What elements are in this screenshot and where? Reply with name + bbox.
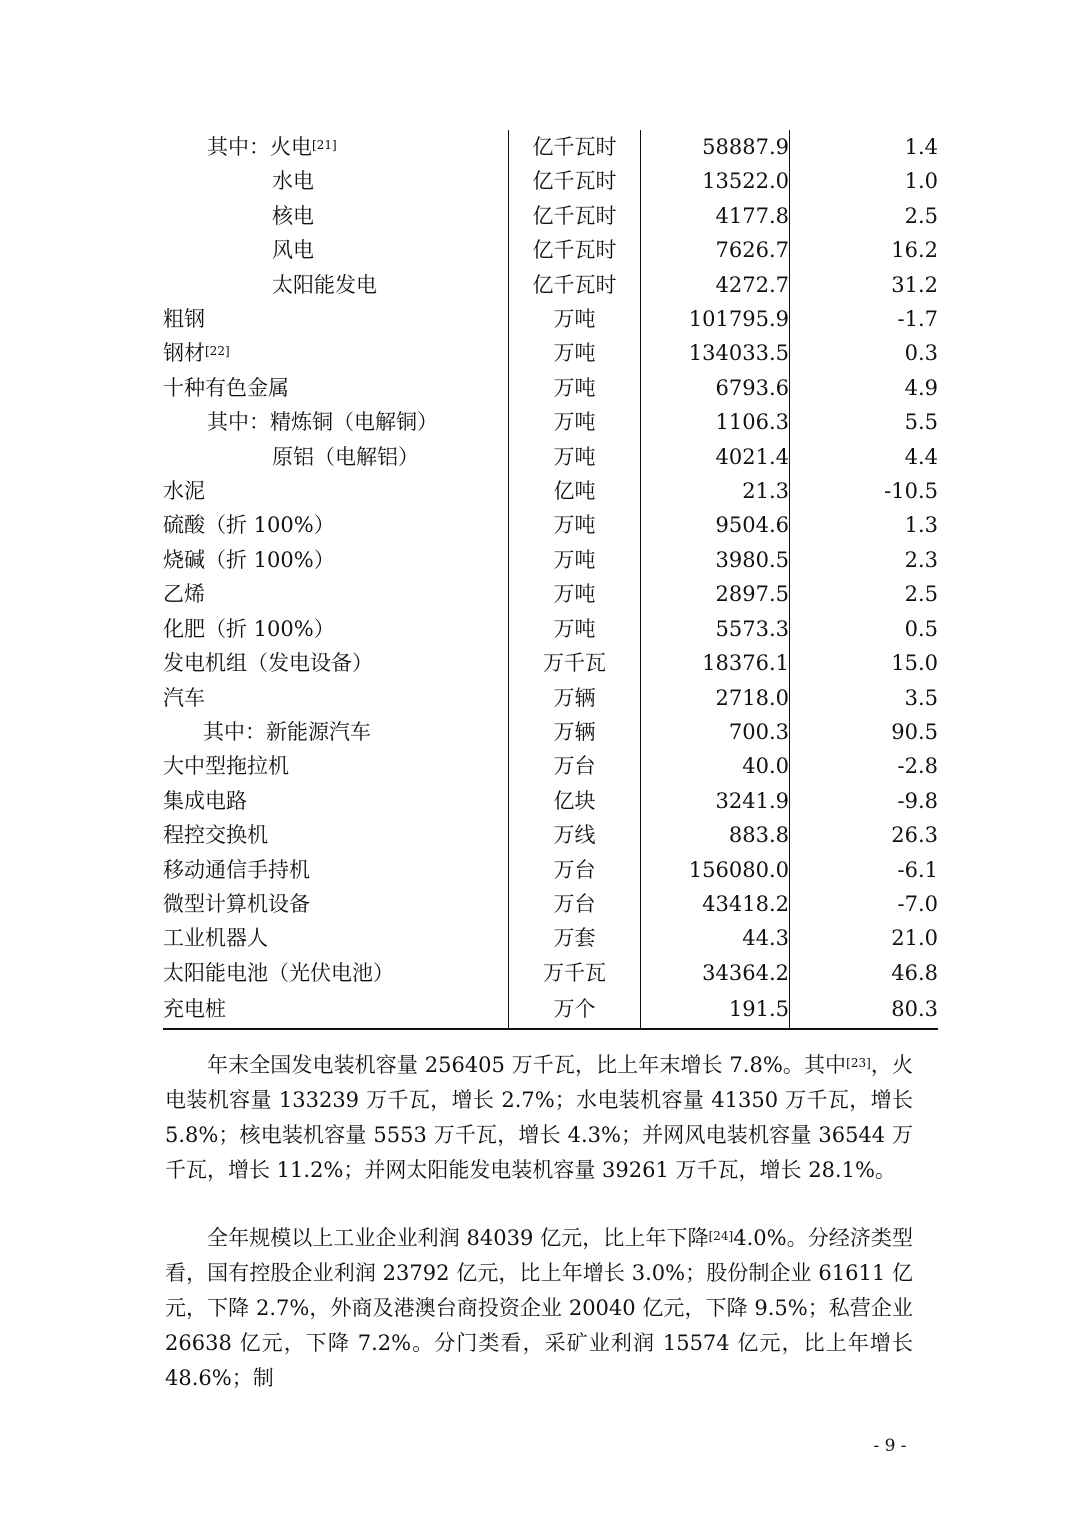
unit-cell: 万吨 [509, 543, 641, 577]
growth-cell: 2.3 [904, 547, 938, 572]
growth-cell: -6.1 [897, 857, 938, 882]
table-row [163, 508, 938, 542]
value-cell: 7626.7 [641, 233, 790, 267]
value-cell: 883.8 [641, 818, 790, 852]
growth-cell: 16.2 [891, 238, 938, 263]
growth-cell: -1.7 [897, 307, 938, 332]
item-name-cell: 风电 [272, 238, 314, 263]
growth-cell: 4.4 [904, 444, 938, 469]
growth-cell: 3.5 [904, 685, 938, 710]
value-cell: 4272.7 [641, 268, 790, 302]
value-cell: 4021.4 [641, 440, 790, 474]
item-name-cell: 大中型拖拉机 [163, 754, 289, 779]
table-row [163, 784, 938, 818]
item-name-cell: 十种有色金属 [163, 375, 289, 400]
item-name-cell: 水泥 [163, 479, 205, 504]
growth-cell: 2.5 [904, 203, 938, 228]
unit-cell: 万台 [509, 853, 641, 887]
value-cell: 44.3 [641, 921, 790, 955]
value-cell: 134033.5 [641, 336, 790, 370]
paragraph-power-capacity [165, 1048, 913, 1188]
value-cell: 21.3 [641, 474, 790, 508]
item-name-cell: 化肥（折 100%） [163, 616, 335, 641]
unit-cell: 万吨 [509, 371, 641, 405]
value-cell: 40.0 [641, 749, 790, 783]
item-name-cell: 其中：精炼铜（电解铜） [207, 410, 438, 435]
value-cell: 4177.8 [641, 199, 790, 233]
item-name-cell: 太阳能电池（光伏电池） [163, 960, 394, 985]
unit-cell: 亿千瓦时 [509, 164, 641, 198]
value-cell: 101795.9 [641, 302, 790, 336]
item-name-cell: 发电机组（发电设备） [163, 651, 373, 676]
unit-cell: 亿千瓦时 [509, 233, 641, 267]
unit-cell: 亿块 [509, 784, 641, 818]
growth-cell: -7.0 [897, 891, 938, 916]
growth-cell: -2.8 [897, 754, 938, 779]
growth-cell: 0.3 [904, 341, 938, 366]
paragraph-text: 4.0%。分经济类型看，国有控股企业利润 23792 亿元，比上年增长 3.0%；股份制企业 61611 亿元，下降 2.7%，外商及港澳台商投资企业 20040 亿元，下降 9.5%；私营企业 26638 亿元，下降 7.2%。分门类看，采矿业利润 15574 亿元，比上年增长 48.6%；制 [165, 1226, 913, 1390]
growth-cell: 2.5 [904, 582, 938, 607]
table-row [163, 199, 938, 233]
value-cell: 1106.3 [641, 405, 790, 439]
unit-cell: 亿吨 [509, 474, 641, 508]
table-row [163, 371, 938, 405]
growth-cell: 90.5 [891, 719, 938, 744]
item-name-cell: 充电桩 [163, 990, 509, 1029]
value-cell: 3241.9 [641, 784, 790, 818]
unit-cell: 亿千瓦时 [509, 130, 641, 164]
item-name-cell: 工业机器人 [163, 926, 268, 951]
value-cell: 700.3 [641, 715, 790, 749]
table-row [163, 956, 938, 990]
value-cell: 34364.2 [641, 956, 790, 990]
item-name-cell: 汽车 [163, 685, 205, 710]
growth-cell: 46.8 [891, 960, 938, 985]
item-name-cell: 移动通信手持机 [163, 857, 310, 882]
item-name-cell: 核电 [272, 203, 314, 228]
growth-cell: 15.0 [891, 651, 938, 676]
table-row [163, 164, 938, 198]
table-row [163, 543, 938, 577]
table-row [163, 749, 938, 783]
table-row [163, 440, 938, 474]
item-name-cell: 原铝（电解铝） [272, 444, 419, 469]
unit-cell: 万线 [509, 818, 641, 852]
table-row [163, 268, 938, 302]
page-number: - 9 - [873, 1436, 907, 1456]
unit-cell: 万吨 [509, 440, 641, 474]
unit-cell: 万套 [509, 921, 641, 955]
unit-cell: 万吨 [509, 336, 641, 370]
growth-cell: -10.5 [884, 479, 938, 504]
growth-cell: 4.9 [904, 375, 938, 400]
table-body [163, 130, 938, 1029]
unit-cell: 万吨 [509, 612, 641, 646]
value-cell: 13522.0 [641, 164, 790, 198]
table-row [163, 612, 938, 646]
value-cell: 191.5 [641, 990, 790, 1029]
unit-cell: 万吨 [509, 508, 641, 542]
footnote-ref[interactable]: [21] [312, 138, 337, 152]
unit-cell: 亿千瓦时 [509, 199, 641, 233]
value-cell: 43418.2 [641, 887, 790, 921]
paragraph-text: ，火电装机容量 133239 万千瓦，增长 2.7%；水电装机容量 41350 万千瓦，增长 5.8%；核电装机容量 5553 万千瓦，增长 4.3%；并网风电装机容量 36544 万千瓦，增长 11.2%；并网太阳能发电装机容量 39261 万千瓦，增长 28.1%。 [165, 1053, 914, 1182]
growth-cell: 5.5 [904, 410, 938, 435]
growth-cell: 1.0 [904, 169, 938, 194]
item-name-cell: 集成电路 [163, 788, 247, 813]
unit-cell: 万台 [509, 887, 641, 921]
growth-cell: 80.3 [790, 990, 939, 1029]
item-name-cell: 烧碱（折 100%） [163, 547, 335, 572]
footnote-ref[interactable]: [24] [708, 1229, 734, 1243]
table-row [163, 233, 938, 267]
growth-cell: -9.8 [897, 788, 938, 813]
statistics-table-section [163, 130, 938, 1030]
value-cell: 3980.5 [641, 543, 790, 577]
footnote-ref[interactable]: [23] [846, 1056, 871, 1070]
unit-cell: 万辆 [509, 715, 641, 749]
item-name-cell: 微型计算机设备 [163, 891, 310, 916]
value-cell: 18376.1 [641, 646, 790, 680]
growth-cell: 26.3 [891, 823, 938, 848]
table-row [163, 405, 938, 439]
value-cell: 2897.5 [641, 577, 790, 611]
value-cell: 9504.6 [641, 508, 790, 542]
table-row [163, 474, 938, 508]
table-row [163, 818, 938, 852]
unit-cell: 万个 [509, 990, 641, 1029]
growth-cell: 31.2 [891, 272, 938, 297]
footnote-ref[interactable]: [22] [205, 344, 230, 359]
growth-cell: 21.0 [891, 926, 938, 951]
item-name-cell: 其中：火电[21] [207, 135, 337, 159]
unit-cell: 亿千瓦时 [509, 268, 641, 302]
table-row [163, 990, 938, 1029]
table-row [163, 853, 938, 887]
value-cell: 2718.0 [641, 681, 790, 715]
table-row [163, 715, 938, 749]
item-name-cell: 粗钢 [163, 307, 205, 332]
table-row [163, 336, 938, 370]
table-row [163, 302, 938, 336]
paragraph-text: 年末全国发电装机容量 256405 万千瓦，比上年末增长 7.8%。其中 [207, 1053, 847, 1077]
value-cell: 58887.9 [641, 130, 790, 164]
table-row [163, 646, 938, 680]
growth-cell: 1.4 [904, 135, 938, 159]
table-row [163, 130, 938, 164]
item-name-cell: 程控交换机 [163, 823, 268, 848]
industrial-output-table [163, 130, 938, 1030]
item-name-cell: 太阳能发电 [272, 272, 377, 297]
item-name-cell: 其中：新能源汽车 [203, 719, 371, 744]
table-row [163, 921, 938, 955]
growth-cell: 1.3 [904, 513, 938, 538]
unit-cell: 万吨 [509, 405, 641, 439]
value-cell: 156080.0 [641, 853, 790, 887]
item-name-cell: 硫酸（折 100%） [163, 513, 335, 538]
item-name-cell: 钢材[22] [163, 341, 230, 366]
table-row [163, 681, 938, 715]
unit-cell: 万台 [509, 749, 641, 783]
unit-cell: 万辆 [509, 681, 641, 715]
unit-cell: 万千瓦 [509, 956, 641, 990]
item-name-cell: 乙烯 [163, 582, 205, 607]
table-row [163, 887, 938, 921]
paragraph-industrial-profit [165, 1221, 913, 1396]
unit-cell: 万吨 [509, 302, 641, 336]
table-row [163, 577, 938, 611]
unit-cell: 万吨 [509, 577, 641, 611]
paragraph-text: 全年规模以上工业企业利润 84039 亿元，比上年下降 [207, 1226, 709, 1250]
item-name-cell: 水电 [272, 169, 314, 194]
value-cell: 5573.3 [641, 612, 790, 646]
value-cell: 6793.6 [641, 371, 790, 405]
unit-cell: 万千瓦 [509, 646, 641, 680]
growth-cell: 0.5 [904, 616, 938, 641]
